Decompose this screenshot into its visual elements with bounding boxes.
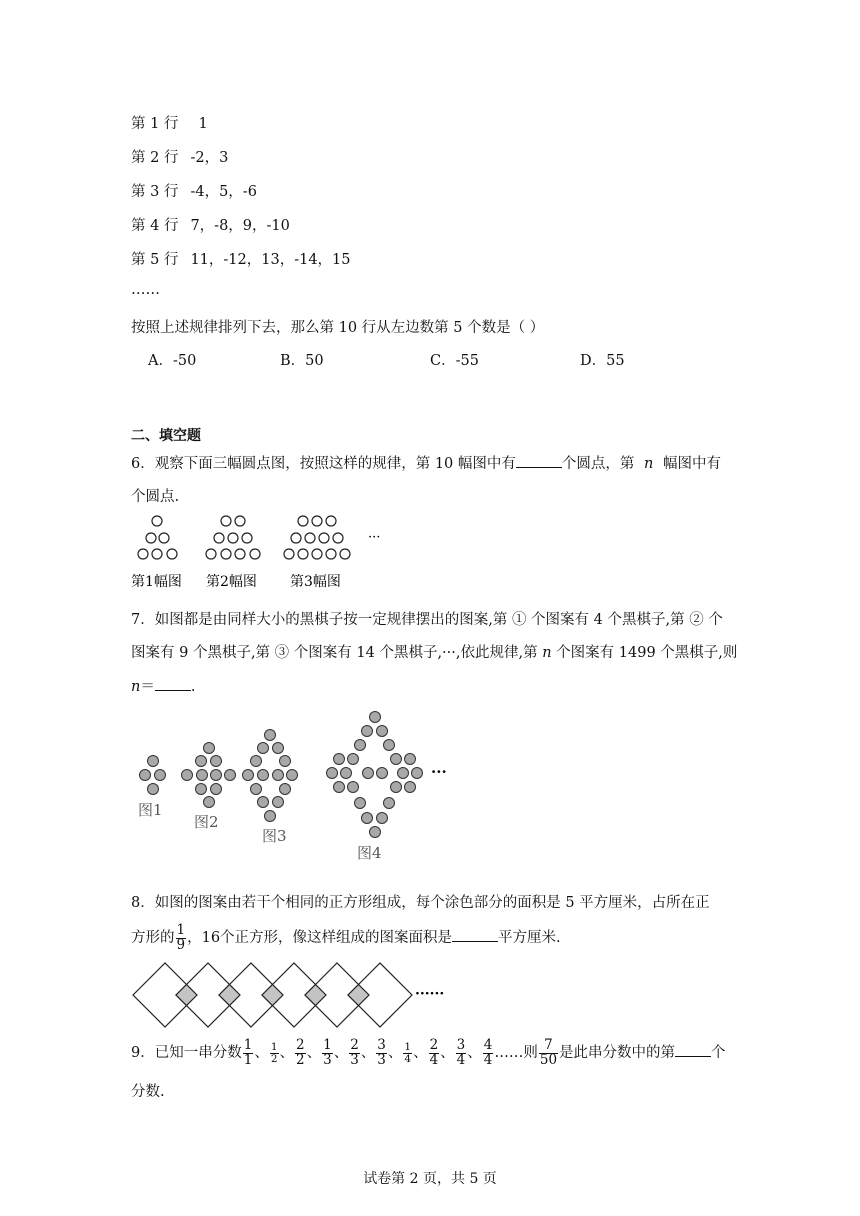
q6-circle (305, 533, 315, 543)
q5-option-c: C．-55 (430, 353, 479, 369)
q7-caption-2: 图2 (194, 813, 219, 831)
q7-chess-piece (370, 827, 381, 838)
q5-text: 按照上述规律排列下去，那么第 10 行从左边数第 5 个数是（ ） (131, 320, 545, 336)
q8-dots: ······ (415, 986, 445, 1002)
q6-circle (159, 533, 169, 543)
q7-chess-piece (377, 726, 388, 737)
q7-chess-piece (251, 756, 262, 767)
q7-chess-piece (196, 784, 207, 795)
q6-blank-1[interactable] (516, 453, 562, 468)
q7-chess-piece (348, 782, 359, 793)
q7-chess-piece (197, 770, 208, 781)
q9-fraction: $\frac{2}{4}$ (429, 1037, 439, 1068)
q7-chess-piece (196, 756, 207, 767)
q9-fraction: $\frac{3}{4}$ (456, 1037, 466, 1068)
q6-circle (228, 533, 238, 543)
q7-chess-piece (334, 754, 345, 765)
q7-chess-piece (348, 754, 359, 765)
q7-chess-piece (370, 712, 381, 723)
q7-line1: 7．如图都是由同样大小的黑棋子按一定规律摆出的图案,第 ① 个图案有 4 个黑棋子,第 ② 个 (131, 612, 723, 628)
q6-caption-2: 第2幅图 (206, 574, 257, 590)
q7-chess-piece (148, 756, 159, 767)
q7-chess-piece (327, 768, 338, 779)
section-title: 二、填空题 (131, 428, 201, 444)
q6-circle (146, 533, 156, 543)
q8-square-pattern (128, 958, 458, 1033)
q7-chess-piece (384, 740, 395, 751)
row-2: 第 2 行 -2，3 (131, 150, 229, 166)
q6-circle (284, 549, 294, 559)
q7-chess-piece (182, 770, 193, 781)
q7-chess-piece (258, 770, 269, 781)
q7-chess-piece (273, 797, 284, 808)
q7-ellipsis: ··· (431, 763, 447, 781)
q7-chess-piece (148, 784, 159, 795)
q5-option-d: D．55 (580, 353, 625, 369)
q7-chess-piece (391, 754, 402, 765)
q7-chess-piece (273, 743, 284, 754)
q8-line2: 方形的 $\frac{1}{9}$ ，16个正方形，像这样组成的图案面积是 平方厘米. (131, 922, 561, 953)
q9-fraction: $\frac{4}{4}$ (483, 1037, 493, 1068)
q9-separator: 、 (413, 1045, 428, 1061)
q6-circle (214, 533, 224, 543)
q7-chess-piece (211, 784, 222, 795)
q6-circle (152, 549, 162, 559)
q7-chess-piece (211, 770, 222, 781)
q6-circle (221, 516, 231, 526)
q7-chess-piece (140, 770, 151, 781)
q5-option-b: B．50 (280, 353, 324, 369)
q6-circle (298, 549, 308, 559)
q9-target-fraction: $\frac{7}{50}$ (539, 1037, 558, 1068)
q9-fraction: $\frac{2}{2}$ (296, 1037, 305, 1068)
q7-chess-piece (362, 813, 373, 824)
q6-circle (340, 549, 350, 559)
q9-fraction-list (242, 1037, 495, 1068)
q6-circle (138, 549, 148, 559)
q7-chess-piece (355, 798, 366, 809)
q9-separator: 、 (387, 1045, 403, 1061)
q5-option-a: A．-50 (148, 353, 197, 369)
q7-chess-piece (155, 770, 166, 781)
q9-fraction: $\frac{3}{3}$ (377, 1037, 386, 1068)
q6-circle (235, 549, 245, 559)
q7-chess-piece (405, 782, 416, 793)
q6-circle (221, 549, 231, 559)
q7-chess-piece (204, 743, 215, 754)
q9-separator: 、 (360, 1045, 376, 1061)
q9-line2: 分数. (131, 1084, 165, 1100)
q7-chess-piece (204, 797, 215, 808)
q6-caption-1: 第1幅图 (131, 574, 182, 590)
q7-chess-piece (287, 770, 298, 781)
row-ellipsis: …… (131, 282, 160, 298)
q7-chess-piece (258, 743, 269, 754)
q7-chess-piece (243, 770, 254, 781)
q6-circle (326, 516, 336, 526)
q6-circle (206, 549, 216, 559)
q6-circle (312, 516, 322, 526)
q9-line1: 9．已知一串分数 $\frac{1}{1}$ 、 $\frac{1}{2}$ 、 $\frac{2}{2}$ 、 $\frac{1}{3}$ 、 $\frac{2}{3}$ 、 $\frac{3}{3}$ 、 $\frac{1}{4}$ 、 $\frac{2}{4}$ 、 $\frac{3}{4}$ 、 $\frac{4}{4}$ ……则 $\frac{7}{50}$ 是此串分数中的第 个 (131, 1037, 726, 1068)
q6-circle (242, 533, 252, 543)
q9-blank[interactable] (675, 1042, 711, 1057)
q7-chess-piece (391, 782, 402, 793)
q9-fraction: $\frac{2}{3}$ (350, 1037, 359, 1068)
q6-circle (291, 533, 301, 543)
q6-circle (326, 549, 336, 559)
q9-fraction: $\frac{1}{4}$ (404, 1041, 412, 1065)
q9-separator: 、 (306, 1045, 322, 1061)
q6-circle (333, 533, 343, 543)
q9-separator: 、 (333, 1045, 349, 1061)
q7-chess-piece (251, 784, 262, 795)
row-3: 第 3 行 -4，5，-6 (131, 184, 257, 200)
q7-chess-piece (362, 726, 373, 737)
q7-chess-piece (334, 782, 345, 793)
q6-dot-figures (125, 510, 405, 595)
row-4: 第 4 行 7，-8，9，-10 (131, 218, 290, 234)
q7-caption-1: 图1 (138, 801, 163, 819)
q6-circle (298, 516, 308, 526)
q7-chess-figures (130, 705, 460, 865)
q8-line1: 8．如图的图案由若干个相同的正方形组成，每个涂色部分的面积是 5 平方厘米，占所在正 (131, 895, 710, 911)
q8-blank[interactable] (452, 927, 498, 942)
q7-line2: 图案有 9 个黑棋子,第 ③ 个图案有 14 个黑棋子,···,依此规律,第 n 个图案有 1499 个黑棋子,则 (131, 645, 738, 661)
q7-blank[interactable] (155, 676, 191, 691)
q6-ellipsis: ··· (368, 530, 381, 545)
q7-chess-piece (355, 740, 366, 751)
q9-fraction: $\frac{1}{2}$ (270, 1041, 278, 1065)
q9-separator: 、 (254, 1045, 269, 1061)
q6-circle (167, 549, 177, 559)
q6-circle (312, 549, 322, 559)
q7-chess-piece (341, 768, 352, 779)
q8-fraction: $\frac{1}{9}$ (176, 922, 186, 953)
q7-chess-piece (280, 784, 291, 795)
q7-chess-piece (398, 768, 409, 779)
q6-circle (152, 516, 162, 526)
row-1: 第 1 行 1 (131, 116, 208, 132)
q6-circle (250, 549, 260, 559)
q7-chess-piece (211, 756, 222, 767)
row-5: 第 5 行 11，-12，13，-14，15 (131, 252, 351, 268)
q7-caption-3: 图3 (262, 827, 287, 845)
q7-chess-piece (265, 811, 276, 822)
q9-separator: 、 (279, 1045, 295, 1061)
q9-fraction: $\frac{1}{1}$ (243, 1037, 253, 1068)
q7-chess-piece (377, 813, 388, 824)
page-footer: 试卷第 2 页，共 5 页 (363, 1171, 497, 1187)
q7-chess-piece (225, 770, 236, 781)
q7-chess-piece (377, 768, 388, 779)
q7-chess-piece (405, 754, 416, 765)
q7-chess-piece (273, 770, 284, 781)
q6-circle (319, 533, 329, 543)
q7-line3: n＝ . (131, 675, 195, 696)
q6-line2: 个圆点. (131, 489, 180, 505)
q6-line1: 6．观察下面三幅圆点图，按照这样的规律，第 10 幅图中有 个圆点，第 n 幅图中有 (131, 452, 721, 473)
q7-chess-piece (280, 756, 291, 767)
q7-chess-piece (265, 730, 276, 741)
q7-caption-4: 图4 (357, 844, 382, 862)
q7-chess-piece (258, 797, 269, 808)
q7-chess-piece (384, 798, 395, 809)
q9-fraction: $\frac{1}{3}$ (323, 1037, 332, 1068)
q9-separator: 、 (440, 1045, 455, 1061)
q9-separator: 、 (467, 1045, 482, 1061)
q7-chess-piece (412, 768, 423, 779)
q7-chess-piece (363, 768, 374, 779)
q6-circle (235, 516, 245, 526)
q6-caption-3: 第3幅图 (290, 574, 341, 590)
